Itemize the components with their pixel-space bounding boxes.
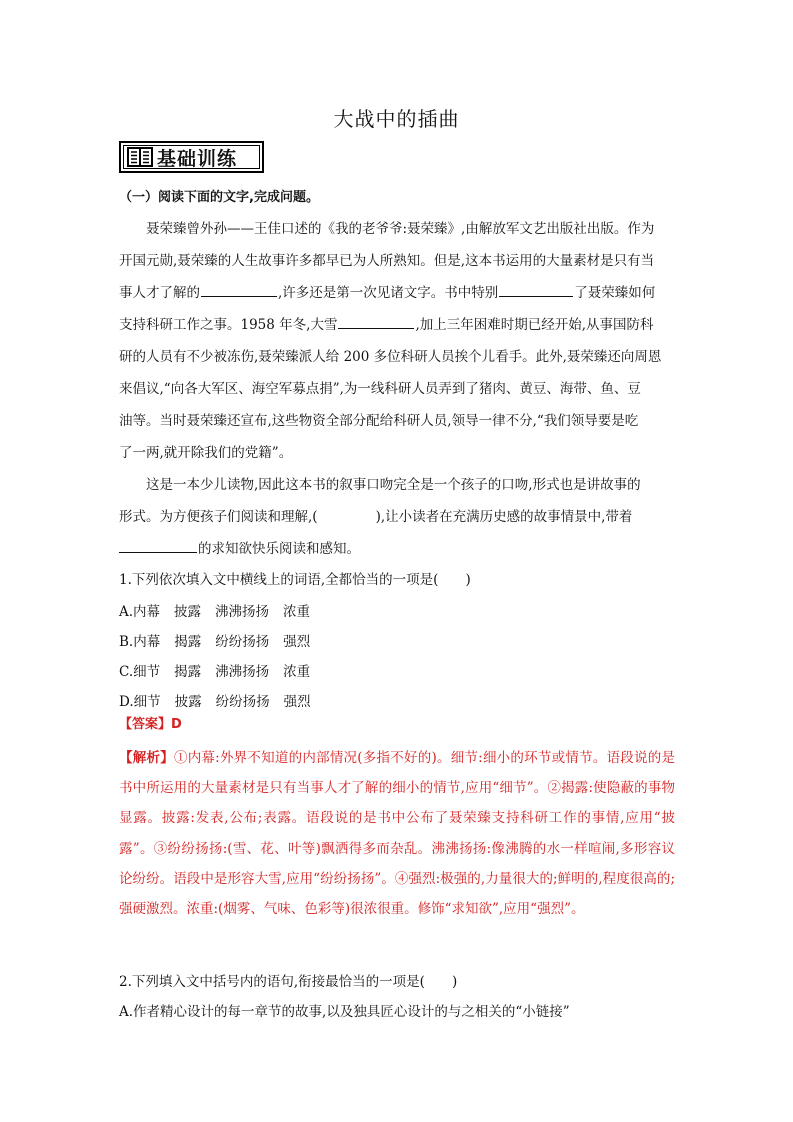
option-word: 强烈 xyxy=(283,694,311,710)
q1-option-c xyxy=(119,660,679,680)
option-word: 揭露 xyxy=(174,634,202,650)
passage-text: 了聂荣臻如何 xyxy=(574,285,656,301)
option-word: 浓重 xyxy=(283,604,311,620)
q2-option-a: A.作者精心设计的每一章节的故事,以及独具匠心设计的与之相关的“小链接” xyxy=(119,1004,570,1020)
analysis-block xyxy=(119,743,675,924)
answer-label: 【答案】D xyxy=(119,717,182,732)
option-word: 披露 xyxy=(174,694,202,710)
passage-text: 的求知欲快乐阅读和感知。 xyxy=(198,541,360,557)
analysis-tag: 【解析】 xyxy=(119,750,174,766)
option-word: 揭露 xyxy=(174,664,202,680)
passage-line: 油等。当时聂荣臻还宣布,这些物资全部分配给科研人员,领导一律不分,“我们领导要是吃 xyxy=(119,413,639,429)
badge-label: 基础训练 xyxy=(157,147,238,170)
option-word: 沸沸扬扬 xyxy=(215,664,270,680)
passage-line: 研的人员有不少被冻伤,聂荣臻派人给 200 多位科研人员挨个儿看手。此外,聂荣臻还向周恩 xyxy=(119,349,662,365)
q1-option-d xyxy=(119,690,679,710)
passage-line xyxy=(119,313,679,333)
passage-text: ),让小读者在充满历史感的故事情景中,带着 xyxy=(375,509,633,525)
option-word: 纷纷扬扬 xyxy=(215,694,270,710)
option-word: B.内幕 xyxy=(119,634,161,650)
option-word: 浓重 xyxy=(283,664,311,680)
option-word: A.内幕 xyxy=(119,604,161,620)
passage-line: 了一两,就开除我们的党籍”。 xyxy=(119,445,293,461)
passage-text: ,许多还是第一次见诸文字。书中特别 xyxy=(278,285,499,301)
answer-blank xyxy=(338,314,414,329)
option-word: 披露 xyxy=(174,604,202,620)
option-word: 强烈 xyxy=(283,634,311,650)
page-title: 大战中的插曲 xyxy=(333,107,460,131)
section-badge xyxy=(119,141,264,173)
passage-line: 来倡议,“向各大军区、海空军募点捐”,为一线科研人员弄到了猪肉、黄豆、海带、鱼、豆 xyxy=(119,381,641,397)
answer-blank xyxy=(119,538,197,553)
option-word: 沸沸扬扬 xyxy=(215,604,270,620)
option-word: D.细节 xyxy=(119,694,161,710)
answer-blank xyxy=(499,282,573,297)
passage-line: 开国元勋,聂荣臻的人生故事许多都早已为人所熟知。但是,这本书运用的大量素材是只有当 xyxy=(119,253,655,269)
passage-text: ,加上三年困难时期已经开始,从事国防科 xyxy=(415,317,654,333)
q1-option-b xyxy=(119,630,679,650)
answer-blank xyxy=(201,282,277,297)
option-word: 纷纷扬扬 xyxy=(215,634,270,650)
book-icon xyxy=(127,146,153,168)
passage-line: 聂荣臻曾外孙——王佳口述的《我的老爷爷:聂荣臻》,由解放军文艺出版社出版。作为 xyxy=(146,221,655,237)
passage-line: 这是一本少儿读物,因此这本书的叙事口吻完全是一个孩子的口吻,形式也是讲故事的 xyxy=(146,477,641,493)
section-heading: （一）阅读下面的文字,完成问题。 xyxy=(119,190,319,205)
passage-line xyxy=(119,505,679,525)
passage-line xyxy=(119,281,679,301)
option-word: C.细节 xyxy=(119,664,161,680)
question-1-stem: 1.下列依次填入文中横线上的词语,全都恰当的一项是( ) xyxy=(119,572,471,588)
passage-text: 形式。为方便孩子们阅读和理解,( xyxy=(119,509,318,525)
passage-line xyxy=(119,537,679,557)
analysis-text: ①内幕:外界不知道的内部情况(多指不好的)。细节:细小的环节或情节。语段说的是书中所运用的大量素材是只有当事人才了解的细小的情节,应用“细节”。②揭露:使隐蔽的事物显露。披露:发表,公布;表露。语段说的是书中公布了聂荣臻支持科研工作的事情,应用“披露”。③纷纷扬扬:(雪、花、叶等)飘洒得多而杂乱。沸沸扬扬:像沸腾的水一样喧闹,多形容议论纷纷。语段中是形容大雪,应用“纷纷扬扬”。④强烈:极强的,力量很大的;鲜明的,程度很高的;强硬激烈。浓重:(烟雾、气味、色彩等)很浓很重。修饰“求知欲”,应用“强烈”。 xyxy=(119,750,676,918)
passage-text: 事人才了解的 xyxy=(119,285,200,301)
q1-option-a xyxy=(119,600,679,620)
question-2-stem: 2.下列填入文中括号内的语句,衔接最恰当的一项是( ) xyxy=(119,974,458,990)
passage-text: 支持科研工作之事。1958 年冬,大雪 xyxy=(119,317,338,333)
